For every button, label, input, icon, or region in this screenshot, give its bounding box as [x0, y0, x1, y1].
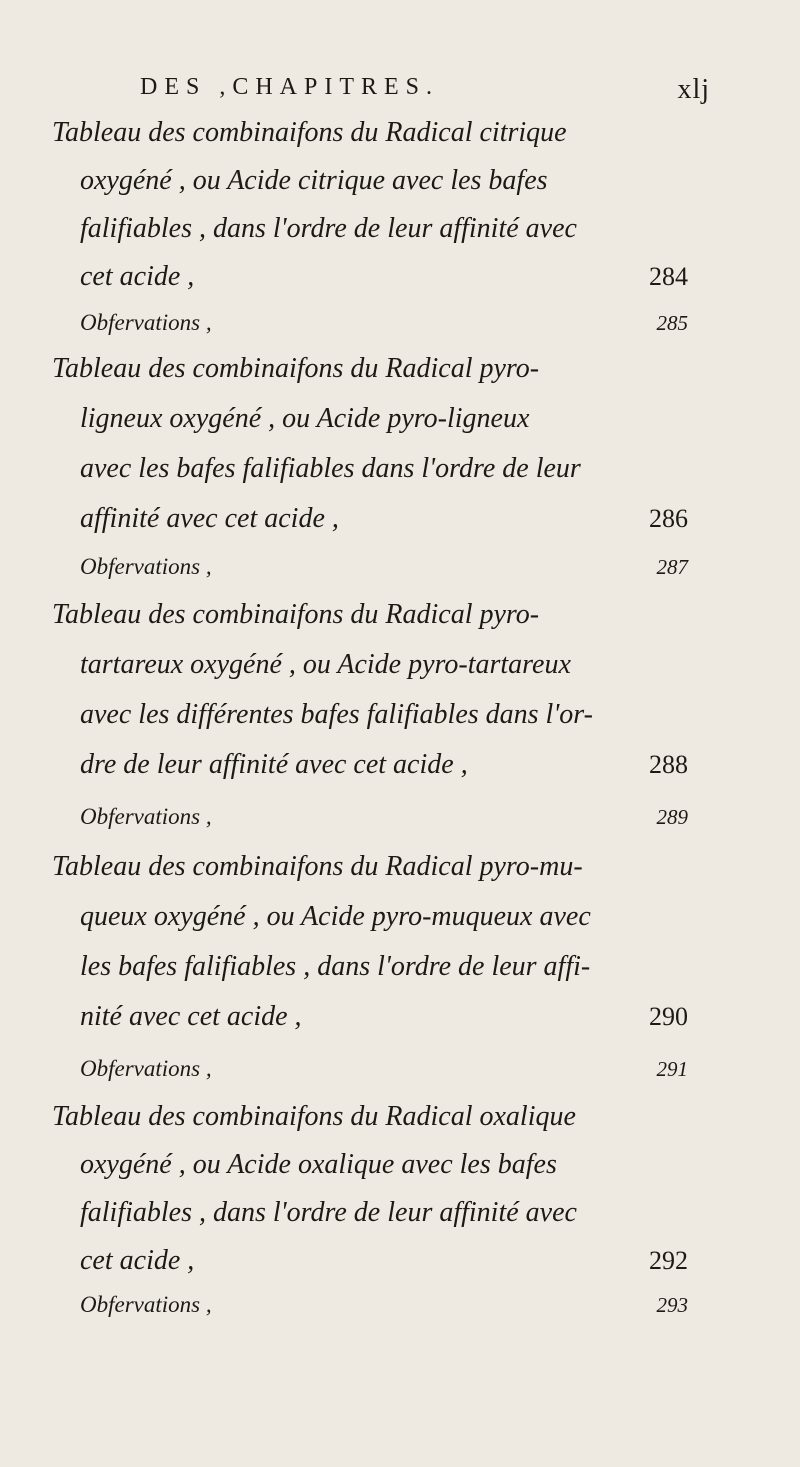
entry-line: ligneux oxygéné , ou Acide pyro-ligneux [80, 403, 530, 434]
entry-line: dre de leur affinité avec cet acide , [80, 749, 468, 780]
entry-line: avec les bafes falifiables dans l'ordre de leur [80, 453, 581, 484]
entry-line: Tableau des combinaifons du Radical oxalique [52, 1101, 576, 1132]
entry-line: queux oxygéné , ou Acide pyro-muqueux avec [80, 901, 591, 932]
entry-line: les bafes falifiables , dans l'ordre de leur affi- [80, 951, 591, 982]
entry-page-ref: 292 [649, 1246, 688, 1275]
entry-line: falifiables , dans l'ordre de leur affinité avec [80, 213, 577, 244]
observations-page-ref: 287 [656, 555, 688, 579]
entry-page-ref: 284 [649, 262, 688, 291]
observations-label: Obfervations , [80, 804, 212, 829]
entry-line: oxygéné , ou Acide citrique avec les bafes [80, 165, 548, 196]
observations-label: Obfervations , [80, 310, 212, 335]
entry-line: tartareux oxygéné , ou Acide pyro-tartareux [80, 649, 571, 680]
entry-line: nité avec cet acide , [80, 1001, 302, 1032]
entry-line: avec les différentes bafes falifiables dans l'or- [80, 699, 593, 730]
entry-line: oxygéné , ou Acide oxalique avec les bafes [80, 1149, 557, 1180]
page-number: xlj [677, 74, 710, 105]
observations-page-ref: 289 [656, 805, 688, 829]
entry-page-ref: 286 [649, 504, 688, 533]
running-head [140, 74, 710, 108]
entry-line: Tableau des combinaifons du Radical pyro- [52, 353, 540, 384]
running-head-title: DES ,CHAPITRES. [140, 74, 440, 100]
entry-line: Tableau des combinaifons du Radical pyro- [52, 599, 540, 630]
entry-page-ref: 288 [649, 750, 688, 779]
observations-page-ref: 285 [656, 311, 688, 335]
observations-page-ref: 293 [656, 1293, 688, 1317]
entry-line: cet acide , [80, 261, 195, 292]
observations-label: Obfervations , [80, 1292, 212, 1317]
entry-line: affinité avec cet acide , [80, 503, 339, 534]
entry-line: cet acide , [80, 1245, 195, 1276]
observations-label: Obfervations , [80, 554, 212, 579]
observations-page-ref: 291 [656, 1057, 688, 1081]
observations-label: Obfervations , [80, 1056, 212, 1081]
entry-line: Tableau des combinaifons du Radical citrique [52, 117, 567, 148]
entry-page-ref: 290 [649, 1002, 688, 1031]
entry-line: falifiables , dans l'ordre de leur affinité avec [80, 1197, 577, 1228]
entry-line: Tableau des combinaifons du Radical pyro-mu- [52, 851, 583, 882]
